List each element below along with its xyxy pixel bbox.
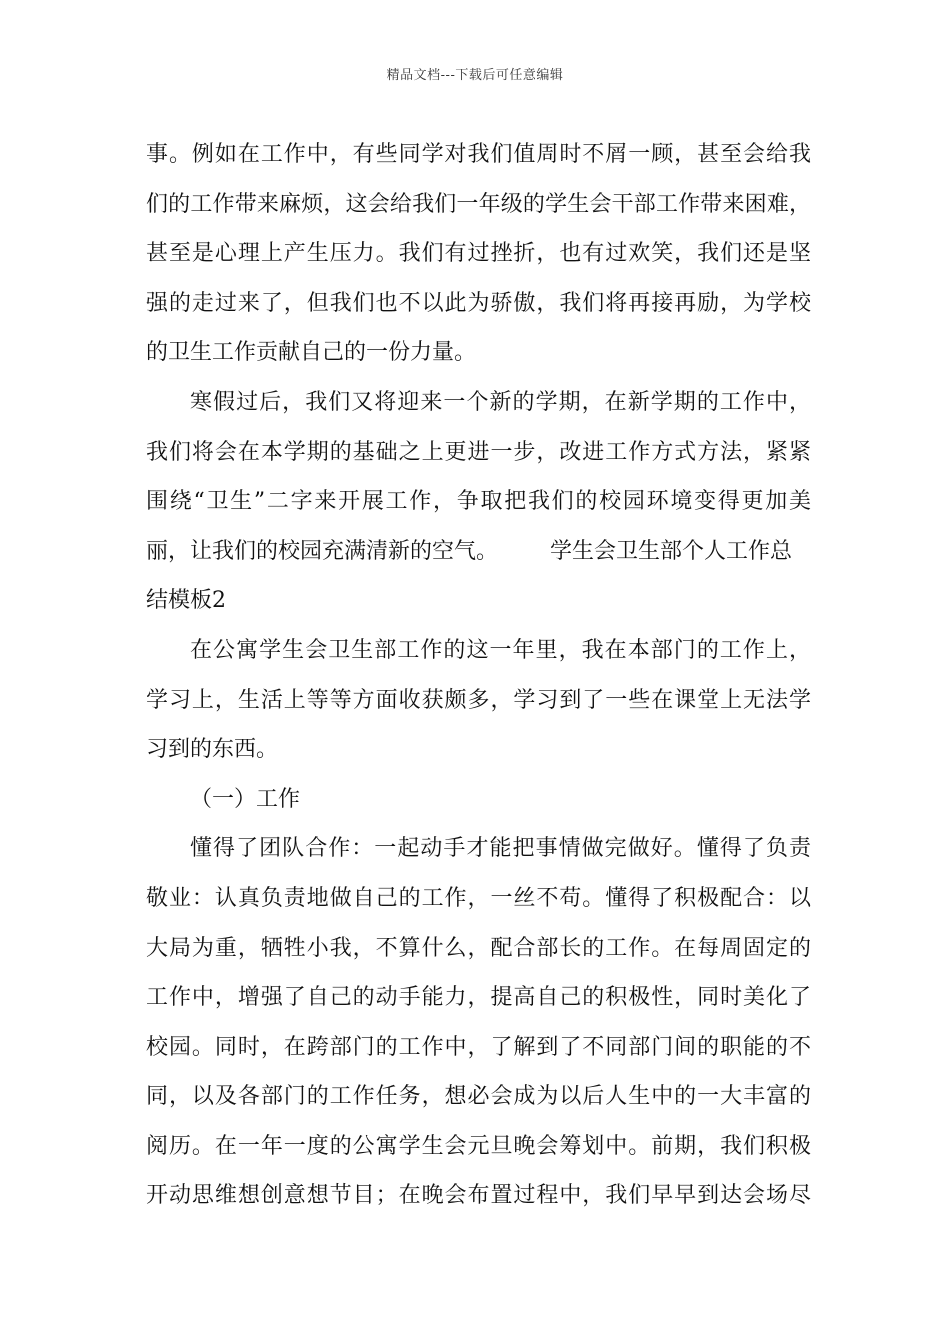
text-line: 敬业：认真负责地做自己的工作，一丝不苟。懂得了积极配合：以 [146,885,811,911]
document-body [146,130,811,1221]
section-title-part1: 学生会卫生部个人工作总 [550,538,793,564]
text-line: 强的走过来了，但我们也不以此为骄傲，我们将再接再励，为学校 [146,290,811,316]
page-header: 精品文档---下载后可任意编辑 [386,68,564,83]
text-line: 开动思维想创意想节目；在晚会布置过程中，我们早早到达会场尽 [146,1183,811,1209]
text-line: 的卫生工作贡献自己的一份力量。 [146,340,477,366]
paragraph-tail: 丽，让我们的校园充满清新的空气。 [146,538,499,564]
paragraph-first-line: 懂得了团队合作：一起动手才能把事情做完做好。懂得了负责 [190,836,811,862]
text-line: 学习上，生活上等等方面收获颇多，学习到了一些在课堂上无法学 [146,687,811,713]
subheading: （一）工作 [190,786,301,812]
text-line: 甚至是心理上产生压力。我们有过挫折，也有过欢笑，我们还是坚 [146,241,811,267]
text-line: 工作中，增强了自己的动手能力，提高自己的积极性，同时美化了 [146,985,811,1011]
text-line: 大局为重，牺牲小我，不算什么，配合部长的工作。在每周固定的 [146,935,811,961]
section-title-part2: 结模板2 [146,588,226,614]
text-line: 事。例如在工作中，有些同学对我们值周时不屑一顾，甚至会给我 [146,142,811,167]
text-line: 同，以及各部门的工作任务，想必会成为以后人生中的一大丰富的 [146,1084,811,1110]
text-line: 我们将会在本学期的基础之上更进一步，改进工作方式方法，紧紧 [146,439,811,465]
paragraph-first-line: 寒假过后，我们又将迎来一个新的学期，在新学期的工作中， [190,389,811,415]
text-line-with-title [146,527,811,577]
text-line: 校园。同时，在跨部门的工作中，了解到了不同部门间的职能的不 [146,1034,811,1060]
text-line: 阅历。在一年一度的公寓学生会元旦晚会筹划中。前期，我们积极 [146,1133,811,1159]
text-line: 围绕“卫生”二字来开展工作，争取把我们的校园环境变得更加美 [146,489,811,515]
text-line: 们的工作带来麻烦，这会给我们一年级的学生会干部工作带来困难， [146,191,811,217]
text-line: 习到的东西。 [146,737,279,763]
paragraph-first-line: 在公寓学生会卫生部工作的这一年里，我在本部门的工作上， [190,637,811,663]
